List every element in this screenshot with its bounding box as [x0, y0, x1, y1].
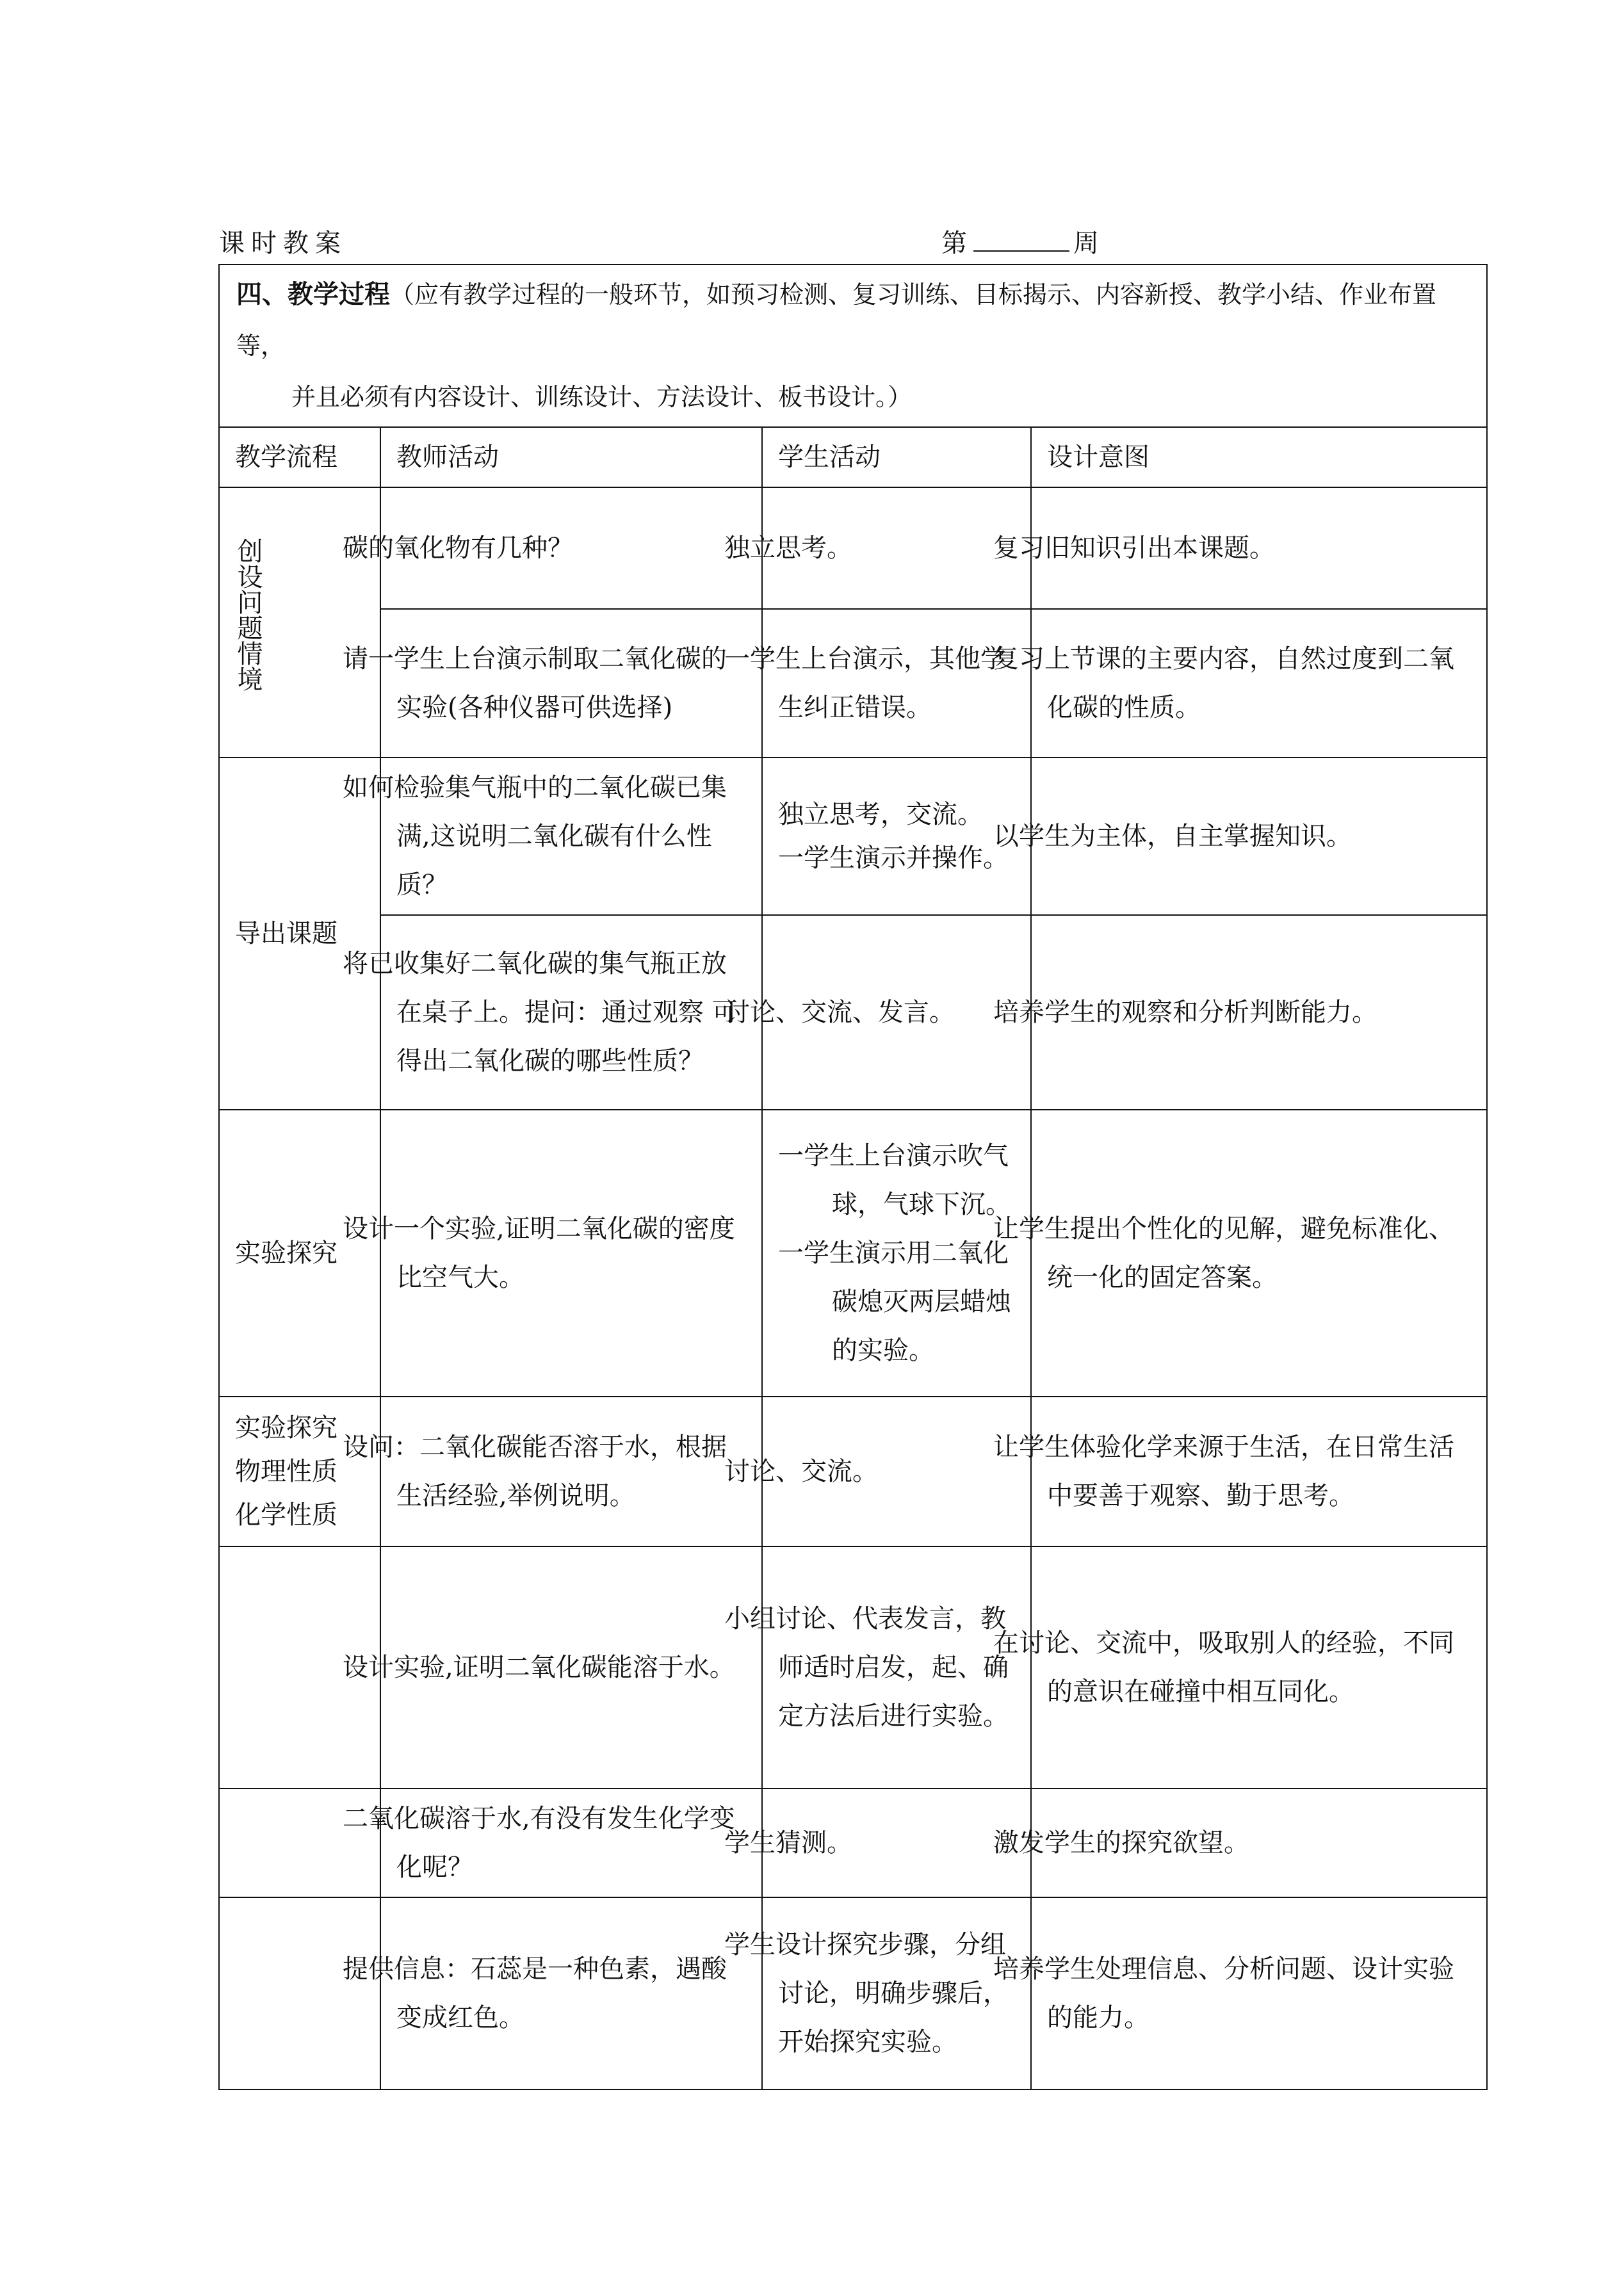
intent-cell: 培养学生处理信息、分析问题、设计实验的能力。: [1031, 1897, 1487, 2089]
table-row: [219, 1546, 1487, 1788]
student-cell: 学生猜测。: [762, 1788, 1031, 1897]
teacher-cell: 设问：二氧化碳能否溶于水，根据生活经验,举例说明。: [380, 1397, 762, 1546]
teacher-cell: 设计一个实验,证明二氧化碳的密度比空气大。: [380, 1110, 762, 1397]
stage-cell: 导出课题: [219, 758, 380, 1110]
intent-cell: 以学生为主体，自主掌握知识。: [1031, 758, 1487, 915]
teacher-cell: 碳的氧化物有几种？: [380, 487, 762, 609]
table-row: [219, 1397, 1487, 1546]
section-note-2: 并且必须有内容设计、训练设计、方法设计、板书设计。）: [291, 383, 913, 411]
table-row: [219, 758, 1487, 915]
student-line: 一学生上台演示吹气球，气球下沉。: [778, 1141, 1011, 1219]
intent-cell: 激发学生的探究欲望。: [1031, 1788, 1487, 1897]
student-cell: 小组讨论、代表发言，教师适时启发，起、确定方法后进行实验。: [762, 1546, 1031, 1788]
lesson-plan-table: [218, 264, 1488, 2090]
stage-line: 物理性质: [235, 1457, 337, 1486]
teacher-cell: 二氧化碳溶于水,有没有发生化学变化呢？: [380, 1788, 762, 1897]
stage-cell: [219, 1897, 380, 2089]
student-line: 一学生演示用二氧化碳熄灭两层蜡烛的实验。: [778, 1238, 1011, 1365]
col-header-teacher: 教师活动: [380, 427, 762, 487]
student-cell: 讨论、交流。: [762, 1397, 1031, 1546]
student-cell: [762, 1110, 1031, 1397]
section-title: 四、教学过程: [236, 279, 390, 309]
student-cell: 学生设计探究步骤，分组讨论，明确步骤后，开始探究实验。: [762, 1897, 1031, 2089]
teacher-cell: 请一学生上台演示制取二氧化碳的实验(各种仪器可供选择): [380, 609, 762, 758]
student-cell: 讨论、交流、发言。: [762, 915, 1031, 1110]
stage-line: 实验探究: [235, 1413, 337, 1443]
week-field: [941, 223, 1101, 259]
teacher-cell: 提供信息：石蕊是一种色素，遇酸变成红色。: [380, 1897, 762, 2089]
student-line: 一学生演示并操作。: [778, 843, 1009, 873]
teacher-cell: 如何检验集气瓶中的二氧化碳已集满,这说明二氧化碳有什么性质？: [380, 758, 762, 915]
intent-cell: 让学生提出个性化的见解，避免标准化、统一化的固定答案。: [1031, 1110, 1487, 1397]
doc-title: 课时教案: [219, 229, 347, 258]
student-cell: [762, 758, 1031, 915]
teacher-cell: 将已收集好二氧化碳的集气瓶正放在桌子上。提问：通过观察 可得出二氧化碳的哪些性质？: [380, 915, 762, 1110]
col-header-student: 学生活动: [762, 427, 1031, 487]
stage-cell: [219, 1397, 380, 1546]
intent-cell: 复习上节课的主要内容，自然过度到二氧化碳的性质。: [1031, 609, 1487, 758]
section-header: [219, 264, 1487, 427]
table-row: [219, 1110, 1487, 1397]
stage-label: 创设问题情境: [233, 537, 263, 692]
table-row: [219, 1788, 1487, 1897]
table-row: [219, 609, 1487, 758]
student-line: 独立思考，交流。: [778, 800, 983, 829]
week-blank: [973, 231, 1069, 252]
table-row: [219, 487, 1487, 609]
table-row: [219, 915, 1487, 1110]
section-note-1: （应有教学过程的一般环节，如预习检测、复习训练、目标揭示、内容新授、教学小结、作业布置等，: [236, 280, 1437, 360]
col-header-intent: 设计意图: [1031, 427, 1487, 487]
student-cell: 一学生上台演示，其他学生纠正错误。: [762, 609, 1031, 758]
intent-cell: 让学生体验化学来源于生活，在日常生活中要善于观察、勤于思考。: [1031, 1397, 1487, 1546]
week-prefix: 第: [941, 229, 970, 258]
teacher-cell: 设计实验,证明二氧化碳能溶于水。: [380, 1546, 762, 1788]
stage-line: 化学性质: [235, 1500, 337, 1530]
week-suffix: 周: [1073, 229, 1101, 258]
stage-cell: 实验探究: [219, 1110, 380, 1397]
intent-cell: 复习旧知识引出本课题。: [1031, 487, 1487, 609]
table-row: [219, 1897, 1487, 2089]
intent-cell: 在讨论、交流中，吸取别人的经验，不同的意识在碰撞中相互同化。: [1031, 1546, 1487, 1788]
intent-cell: 培养学生的观察和分析判断能力。: [1031, 915, 1487, 1110]
student-cell: 独立思考。: [762, 487, 1031, 609]
col-header-stage: 教学流程: [219, 427, 380, 487]
